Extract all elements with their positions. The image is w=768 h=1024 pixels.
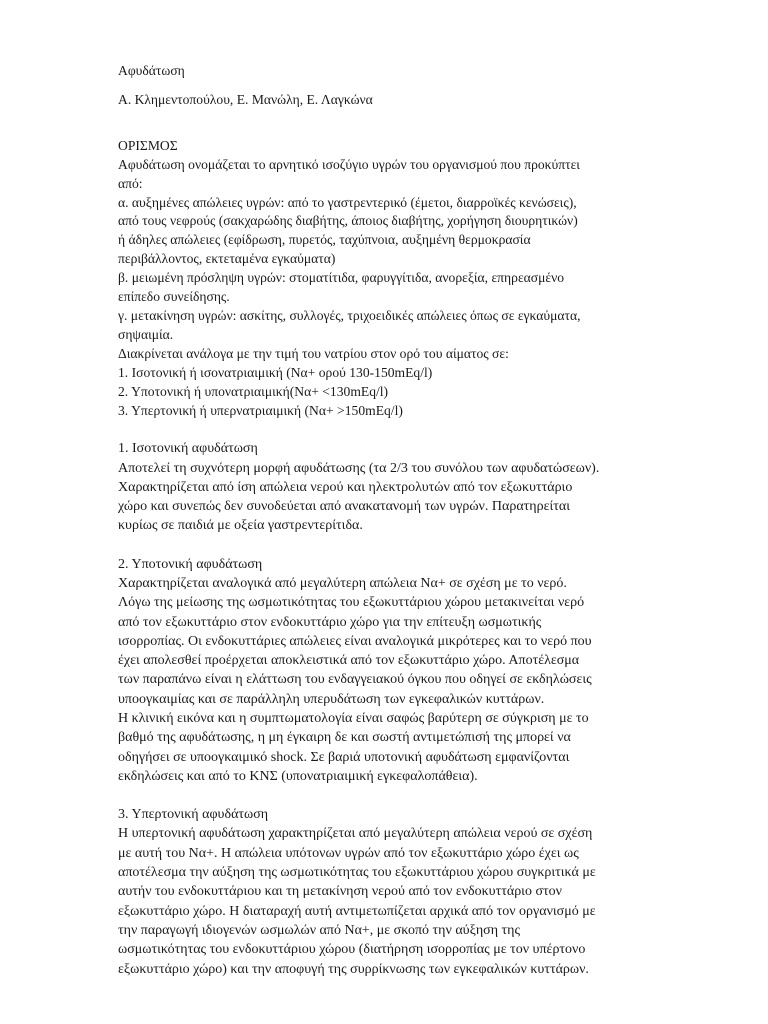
document-authors: Α. Κλημεντοπούλου, Ε. Μανώλη, Ε. Λαγκώνα (118, 91, 373, 107)
definition-line: περιβάλλοντος, εκτεταμένα εγκαύματα) (118, 251, 336, 267)
section-heading: 2. Υποτονική αφυδάτωση (118, 556, 263, 572)
paragraph-gap (118, 786, 668, 805)
document-title: Αφυδάτωση (118, 63, 185, 78)
section-line: εξωκυττάριο χώρο. Η διαταραχή αυτή αντιμετωπίζεται αρχικά από τον οργανισμό με (118, 903, 596, 919)
section-heading: 1. Ισοτονική αφυδάτωση (118, 441, 258, 457)
definition-line: 3. Υπερτονική ή υπερνατριαιμική (Να+ >150mEq/l) (118, 402, 403, 418)
definition-line: α. αυξημένες απώλειες υγρών: από το γαστρεντερικό (έμετοι, διαρροϊκές κενώσεις), (118, 194, 577, 210)
definition-line: ή άδηλες απώλειες (εφίδρωση, πυρετός, ταχύπνοια, αυξημένη θερμοκρασία (118, 232, 531, 248)
section-line: υποογκαιμίας και σε παράλληλη υπερυδάτωση των εγκεφαλικών κυττάρων. (118, 691, 545, 707)
section-line: Η κλινική εικόνα και η συμπτωματολογία είναι σαφώς βαρύτερη σε σύγκριση με το (118, 711, 589, 727)
section-line: από τον εξωκυττάριο στον ενδοκυττάριο χώρο για την επίτευξη ωσμωτικής (118, 614, 542, 630)
section-line: έχει απολεσθεί προέρχεται αποκλειστικά από τον εξωκυττάριο χώρο. Αποτέλεσμα (118, 653, 580, 669)
definition-line: επίπεδο συνείδησης. (118, 289, 230, 305)
section-line: με αυτή του Να+. Η απώλεια υπότονων υγρών από τον εξωκυττάριο χώρο έχει ως (118, 845, 579, 861)
section-line: οδηγήσει σε υποογκαιμικό shock. Σε βαριά υποτονική αφυδάτωση εμφανίζονται (118, 749, 570, 765)
section-line: χώρο και συνεπώς δεν συνοδεύεται από ανακατανομή των υγρών. Παρατηρείται (118, 499, 570, 515)
section-line: των παραπάνω είναι η ελάττωση του ενδαγγειακού όγκου που οδηγεί σε εκδηλώσεις (118, 672, 592, 688)
section-line: Αποτελεί τη συχνότερη μορφή αφυδάτωσης (τα 2/3 του συνόλου των αφυδατώσεων). (118, 460, 600, 476)
section-line: κυρίως σε παιδιά με οξεία γαστρεντερίτιδα. (118, 518, 363, 534)
paragraph-gap (118, 536, 668, 555)
definition-section (118, 137, 668, 421)
section-line: ωσμωτικότητας του ενδοκυττάριου χώρου (διατήρηση ισορροπίας με τον υπέρτονο (118, 942, 586, 958)
section-line: την παραγωγή ιδιογενών ωσμωλών από Να+, με σκοπό την αύξηση της (118, 922, 521, 938)
section-line: Χαρακτηρίζεται αναλογικά από μεγαλύτερη απώλεια Να+ σε σχέση με το νερό. (118, 575, 567, 591)
definition-line: β. μειωμένη πρόσληψη υγρών: στοματίτιδα, φαρυγγίτιδα, ανορεξία, επηρεασμένο (118, 270, 565, 286)
hypertonic-section (118, 805, 668, 979)
isotonic-section (118, 439, 668, 535)
section-line: αυτήν του ενδοκυττάριου και τη μετακίνηση νερού από τον ενδοκυττάριο στον (118, 884, 562, 900)
hypotonic-section (118, 555, 668, 787)
section-line: εξωκυττάριο χώρο) και την αποφυγή της συρρίκνωσης των εγκεφαλικών κυττάρων. (118, 961, 589, 977)
section-line: Η υπερτονική αφυδάτωση χαρακτηρίζεται από μεγαλύτερη απώλεια νερού σε σχέση (118, 826, 593, 842)
paragraph-gap (118, 420, 668, 439)
definition-heading: ΟΡΙΣΜΟΣ (118, 137, 178, 153)
definition-line: σηψαιμία. (118, 326, 174, 342)
definition-line: από: (118, 175, 143, 191)
definition-line: από τους νεφρούς (σακχαρώδης διαβήτης, άποιος διαβήτης, χορήγηση διουρητικών) (118, 213, 578, 229)
definition-line: γ. μετακίνηση υγρών: ασκίτης, συλλογές, τριχοειδικές απώλειες όπως σε εγκαύματα, (118, 307, 581, 323)
section-line: Λόγω της μείωσης της ωσμωτικότητας του εξωκυττάριου χώρου μετακινείται νερό (118, 595, 585, 611)
definition-line: Διακρίνεται ανάλογα με την τιμή του νατρίου στον ορό του αίματος σε: (118, 345, 509, 361)
section-heading: 3. Υπερτονική αφυδάτωση (118, 807, 269, 823)
definition-line: Αφυδάτωση ονομάζεται το αρνητικό ισοζύγιο υγρών του οργανισμού που προκύπτει (118, 156, 580, 172)
definition-line: 2. Υποτονική ή υπονατριαιμική(Να+ <130mEq/l) (118, 383, 389, 399)
section-line: Χαρακτηρίζεται από ίση απώλεια νερού και ηλεκτρολυτών από τον εξωκυττάριο (118, 479, 573, 495)
definition-line: 1. Ισοτονική ή ισονατριαιμική (Να+ ορού 130-150mEq/l) (118, 364, 433, 380)
section-line: βαθμό της αφυδάτωσης, η μη έγκαιρη δε και σωστή αντιμετώπισή της μπορεί να (118, 730, 571, 746)
section-line: ισορροπίας. Οι ενδοκυττάριες απώλειες είναι αναλογικά μικρότερες και το νερό που (118, 633, 592, 649)
section-line: εκδηλώσεις και από το ΚΝΣ (υπονατριαιμική εγκεφαλοπάθεια). (118, 768, 478, 784)
section-line: αποτέλεσμα την αύξηση της ωσμωτικότητας του εξωκυττάριου χώρου συγκριτικά με (118, 865, 596, 881)
